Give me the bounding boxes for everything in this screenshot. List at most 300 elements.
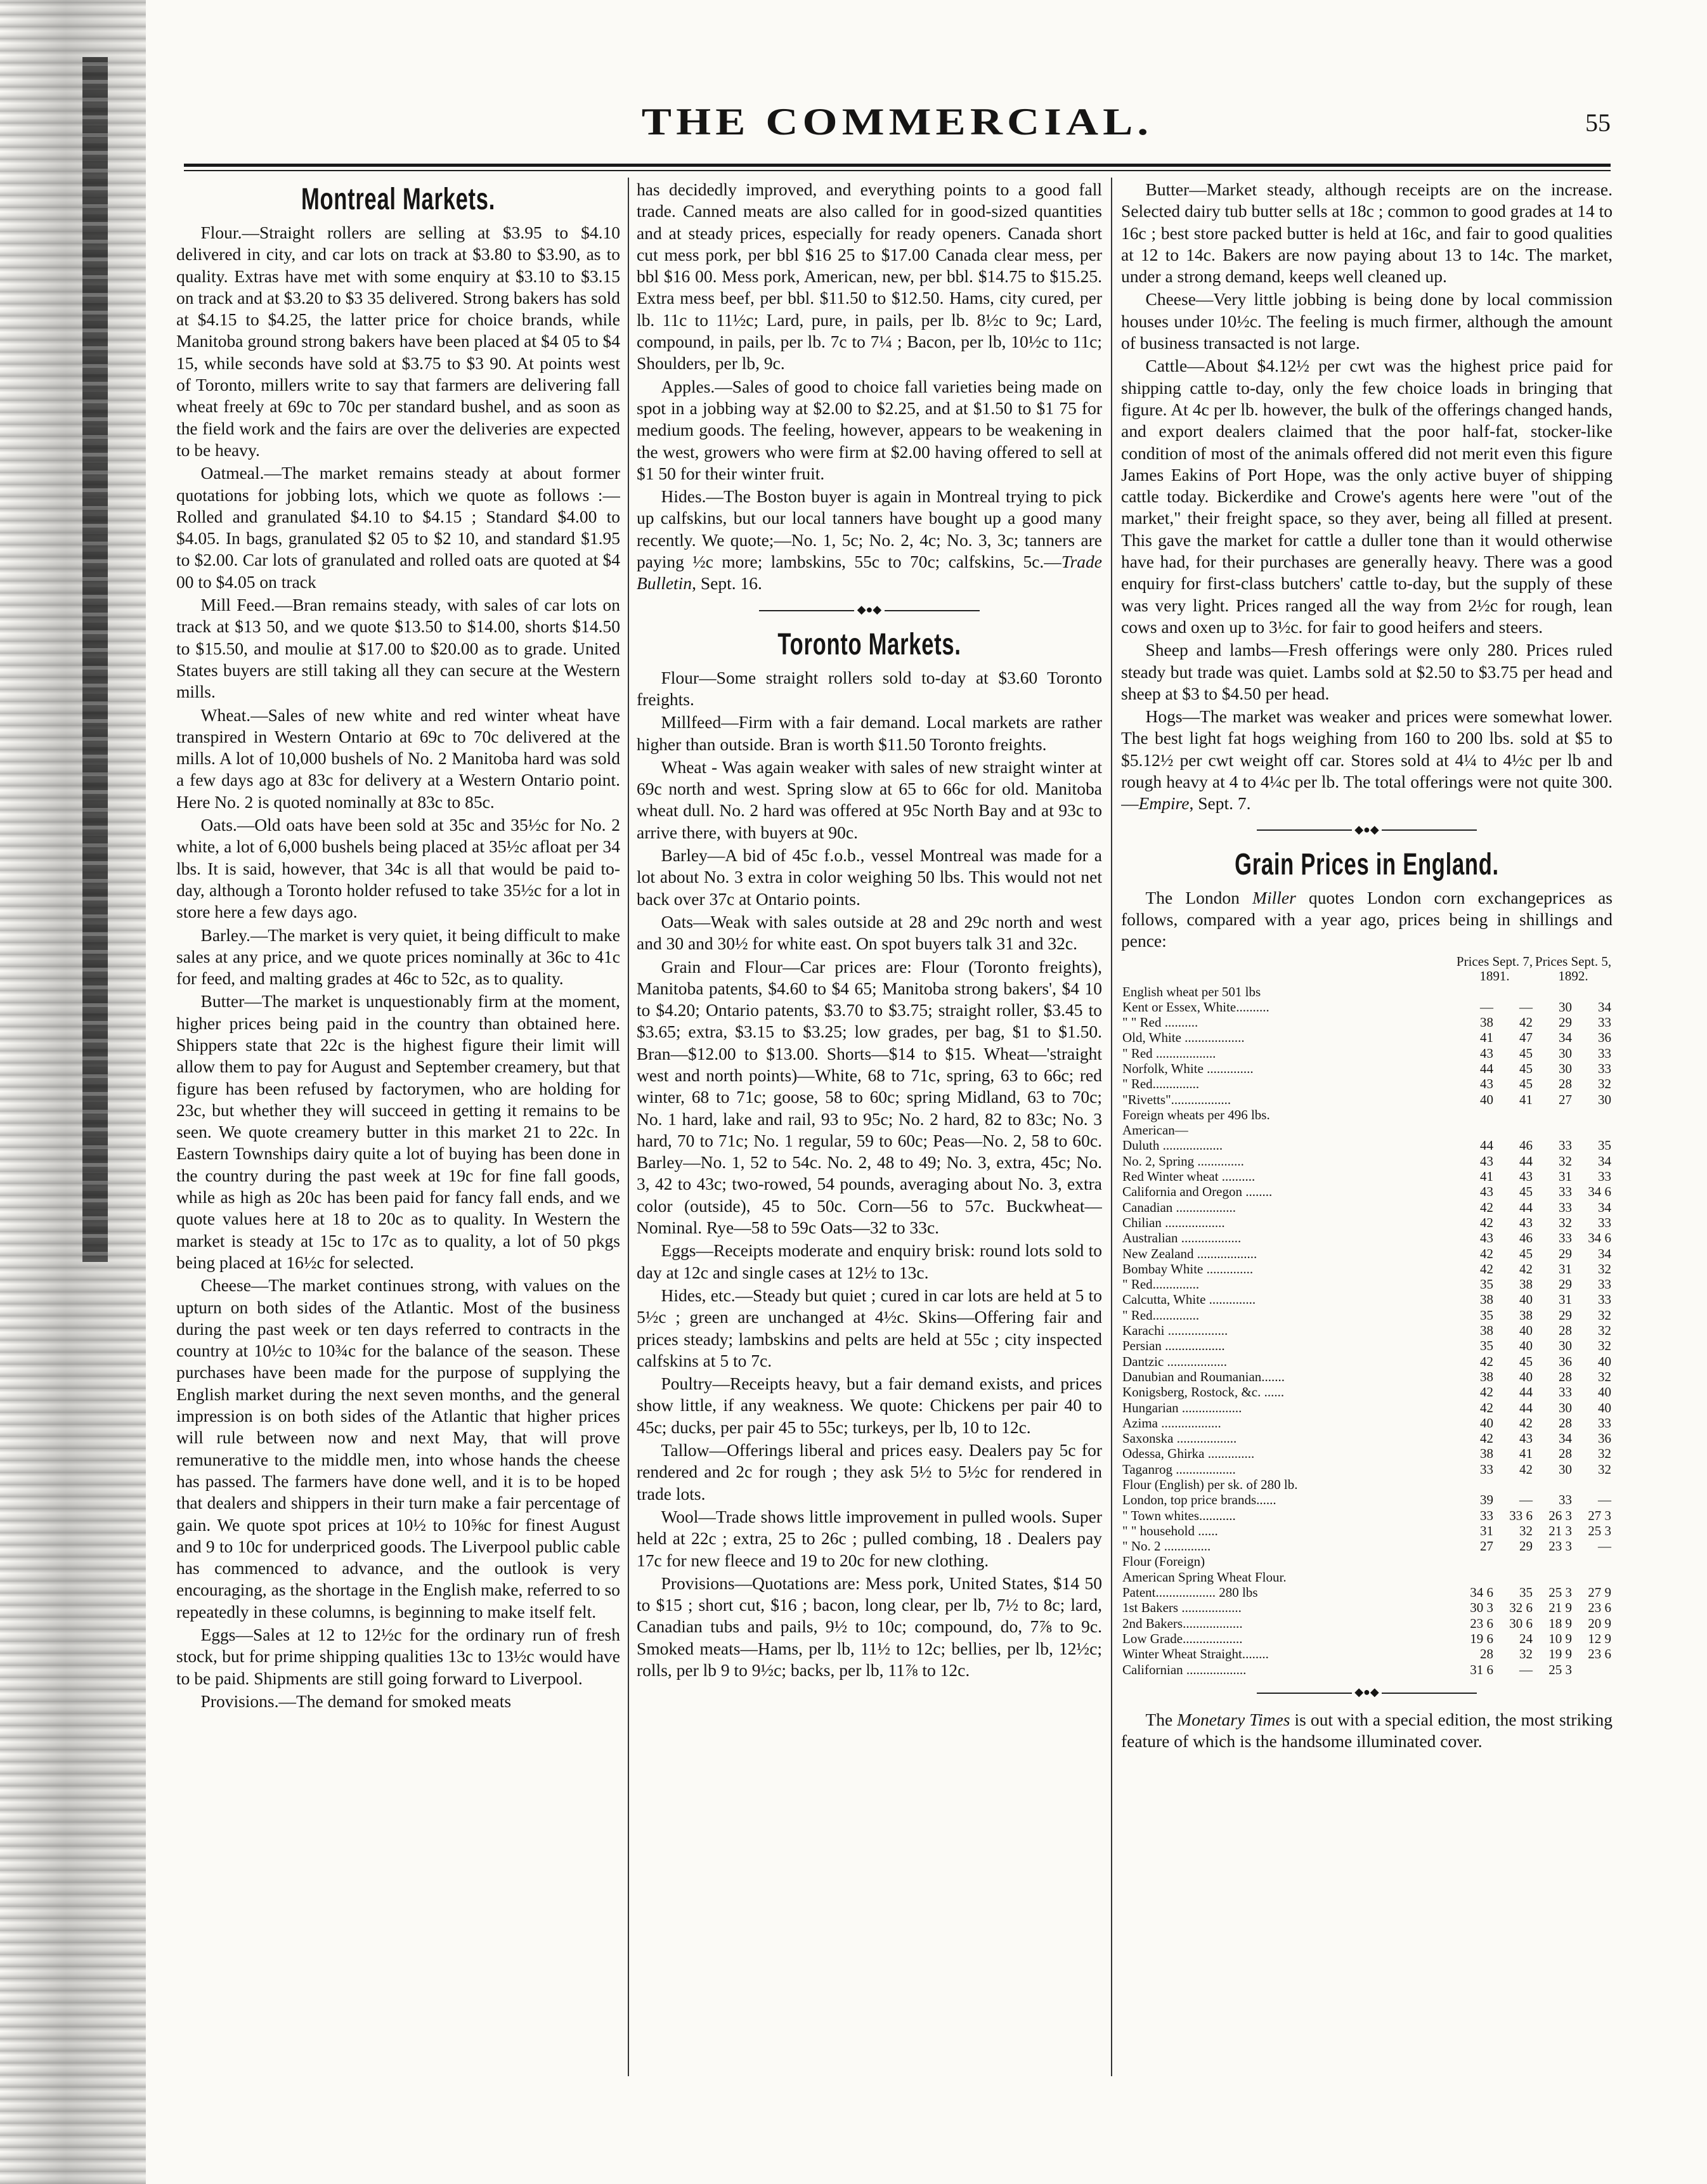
article-paragraph <box>637 1573 1102 1681</box>
price-cell <box>1495 1570 1534 1585</box>
price-cell: 32 6 <box>1509 1600 1533 1616</box>
price-cell: 28 <box>1559 1368 1572 1384</box>
citation-date: , Sept. 16. <box>692 573 762 594</box>
paragraph-text: Wheat.—Sales of new white and red winter wheat have transpired in Western Ontario at 69c to 70c delivered at the mills. A lot of 10,000 bushels of No. 2 Manitoba hard was sold a few days ago at 83c for delivery at a Western Ontario point. Here No. 2 is quoted nominally at 83c to 85c. <box>176 705 620 812</box>
price-cell: 21 9 <box>1548 1600 1572 1616</box>
price-cell: 33 <box>1559 1384 1572 1400</box>
price-cell: 30 <box>1559 1045 1572 1061</box>
price-cell: 19 6 <box>1470 1630 1493 1646</box>
price-cell: 33 <box>1598 1292 1611 1308</box>
price-cell: 35 <box>1480 1307 1493 1323</box>
price-cell: 29 <box>1559 1277 1572 1292</box>
price-cell: 42 <box>1519 1261 1533 1277</box>
price-cell <box>1455 984 1495 999</box>
article-paragraph <box>1121 706 1613 814</box>
price-cell <box>1573 1477 1613 1492</box>
citation-date: , Sept. 7. <box>1189 793 1251 814</box>
price-cell <box>1534 1122 1573 1138</box>
paragraph-text: Cattle—About $4.12½ per cwt was the highest price paid for shipping cattle to-day, only the few choice loads in bringing that figure. At 4c per lb. however, the bulk of the offerings changed hands, and export dealers claimed that the poor half-fat, stocker-like condition of most of the animals offered did not merit even this figure James Eakins of Port Hope, was the only active buyer of shipping cattle today. Bickerdike and Crowe's agents here were "out of the market," their freight space, so they aver, being all filled at present. This gave the market for cattle a duller tone than it would otherwise have had, for their purchases are generally heavy. There was a good enquiry for first-class butchers' cattle to-day, but the supply of these was very light. Prices ranged all the way from 2½c for rough, lean cows and oxen up to 3½c. for fair to good heifers and steers. <box>1121 356 1613 637</box>
publication-name: Miller <box>1252 887 1296 907</box>
price-cell: 38 <box>1480 1446 1493 1462</box>
price-row <box>1121 1523 1613 1538</box>
price-cell: 33 <box>1559 1184 1572 1200</box>
price-cell: 42 <box>1480 1353 1493 1369</box>
row-label: Calcutta, White .............. <box>1122 1292 1256 1308</box>
price-cell: 24 <box>1519 1630 1533 1646</box>
article-paragraph <box>637 757 1102 843</box>
price-cell: 33 <box>1598 1277 1611 1292</box>
article-paragraph <box>637 712 1102 755</box>
row-label: California and Oregon ........ <box>1122 1184 1273 1200</box>
price-cell: 33 <box>1598 1015 1611 1030</box>
section-separator: ◆●◆ <box>1121 821 1613 838</box>
column-3 <box>1121 179 1613 2083</box>
price-cell: 38 <box>1519 1307 1533 1323</box>
price-cell: 32 <box>1598 1368 1611 1384</box>
paragraph-text: Hogs—The market was weaker and prices were somewhat lower. The best light fat hogs weighing from 160 to 200 lbs. sold at $5 to $5.12½ per cwt weight off car. Stores sold at 4¼ to 4½c per lb and rough heavy at 4 to 4¼c per lb. The total offerings were not quite 300.— <box>1121 706 1613 814</box>
article-paragraph <box>1121 289 1613 354</box>
price-cell: 40 <box>1519 1368 1533 1384</box>
row-label: Canadian .................. <box>1122 1199 1236 1215</box>
row-label: " " household ...... <box>1122 1523 1218 1538</box>
header-1891: Prices Sept. 7, 1891. <box>1456 953 1533 984</box>
price-cell: 19 9 <box>1548 1646 1572 1662</box>
price-cell: 38 <box>1480 1292 1493 1308</box>
price-cell: 41 <box>1480 1169 1493 1185</box>
price-cell: 27 9 <box>1588 1585 1611 1601</box>
section-separator: ◆●◆ <box>1121 1684 1613 1700</box>
column-divider <box>1111 178 1112 2076</box>
price-cell: 31 <box>1559 1169 1572 1185</box>
row-label: " Red.............. <box>1122 1076 1200 1092</box>
article-paragraph <box>637 179 1102 375</box>
price-cell: 31 <box>1480 1523 1493 1538</box>
article-paragraph <box>1121 355 1613 638</box>
row-label: Odessa, Ghirka .............. <box>1122 1446 1255 1462</box>
column-1 <box>176 179 620 2083</box>
price-cell: 35 <box>1598 1138 1611 1154</box>
price-cell: 35 <box>1519 1585 1533 1601</box>
scanned-page-edge <box>0 0 146 2184</box>
price-cell: 44 <box>1519 1384 1533 1400</box>
price-cell <box>1495 984 1534 999</box>
price-cell: 43 <box>1480 1184 1493 1200</box>
price-cell: 23 6 <box>1588 1646 1611 1662</box>
row-label: English wheat per 501 lbs <box>1122 984 1261 999</box>
price-row <box>1121 1646 1613 1661</box>
price-cell: 41 <box>1480 1030 1493 1046</box>
price-cell: 42 <box>1519 1015 1533 1030</box>
price-cell: 44 <box>1519 1153 1533 1169</box>
price-row <box>1121 1200 1613 1215</box>
article-paragraph <box>176 222 620 461</box>
price-cell: 43 <box>1480 1230 1493 1246</box>
row-label: Red Winter wheat .......... <box>1122 1169 1256 1185</box>
price-cell: 42 <box>1519 1415 1533 1431</box>
price-row <box>1121 1076 1613 1091</box>
price-cell: 32 <box>1519 1523 1533 1538</box>
price-cell: 32 <box>1598 1446 1611 1462</box>
article-paragraph <box>637 667 1102 711</box>
price-row <box>1121 1600 1613 1615</box>
price-cell: 33 <box>1559 1199 1572 1215</box>
price-row <box>1121 1585 1613 1600</box>
price-cell <box>1573 1570 1613 1585</box>
price-cell: 20 9 <box>1588 1615 1611 1631</box>
article-paragraph <box>637 1506 1102 1571</box>
price-cell: 30 <box>1559 1461 1572 1477</box>
price-row <box>1121 1554 1613 1569</box>
price-cell <box>1573 1122 1613 1138</box>
row-label: Norfolk, White .............. <box>1122 1060 1254 1076</box>
paragraph-text: Provisions—Quotations are: Mess pork, United States, $14 50 to $15 ; short cut, $16 ; bacon, long clear, per lb, 7½ to 8c; lard, Canadian tubs and pails, 9½ to 10c; compound, do, 7⅞ to 9c. Smoked meats—Hams, per lb, 11½ to 12c; bellies, per lb, 12½c; rolls, per lb 9 to 9½c; backs, per lb, 11⅞ to 12c. <box>637 1573 1102 1680</box>
intro-text: The London <box>1145 887 1253 907</box>
price-cell: 33 <box>1598 1045 1611 1061</box>
price-cell: 34 <box>1598 1199 1611 1215</box>
price-cell: 44 <box>1480 1060 1493 1076</box>
price-cell: 34 <box>1559 1030 1572 1046</box>
price-cell: 25 3 <box>1588 1523 1611 1538</box>
paragraph-text: Grain and Flour—Car prices are: Flour (Toronto freights), Manitoba patents, $4.60 to $4 65; Manitoba strong bakers', $4 10 to $4.20; Ontario patents, $3.70 to $3.75; straight roller, $3.45 to $3.65; extra, $3.15 to $3.25; low grades, per bag, $1 to $1.50. Bran—$12.00 to $13.00. Shorts—$14 to $15. Wheat—'straight west and north points)—White, 68 to 71c, spring, 63 to 66c; red winter, 68 to 71c; goose, 58 to 60c; spring Midland, 63 to 70c; No. 1 hard, lake and rail, 93 to 95c; No. 2 hard, 82 to 83c; No. 3 hard, 70 to 71c; No. 1 regular, 59 to 60c; Peas—No. 2, 58 to 60c. Barley—No. 1, 52 to 54c. No. 2, 48 to 49; No. 3, extra, 45c; No. 3, 42 to 43c; two-rowed, 54 pounds, averaging about No. 3, extra color (outside), 45 to 50c. Corn—56 to 57c. Buckwheat—Nominal. Rye—58 to 59c Oats—32 to 33c. <box>637 956 1102 1238</box>
intro-text: quotes London corn exchangeprices as follows, compared with a year ago, prices being in shillings and pence: <box>1121 887 1613 951</box>
row-label: Bombay White .............. <box>1122 1261 1254 1277</box>
article-paragraph <box>637 1240 1102 1284</box>
price-cell <box>1573 1662 1613 1677</box>
price-cell <box>1455 1477 1495 1492</box>
row-label: " " Red .......... <box>1122 1015 1198 1030</box>
price-cell: 44 <box>1519 1400 1533 1415</box>
price-cell: 34 <box>1598 999 1611 1015</box>
price-row <box>1121 1354 1613 1369</box>
price-cell: 34 6 <box>1588 1184 1611 1200</box>
price-cell: 41 <box>1519 1091 1533 1107</box>
price-row <box>1121 1477 1613 1492</box>
price-cell <box>1455 1554 1495 1569</box>
price-cell: 33 <box>1480 1507 1493 1523</box>
paragraph-text: Cheese—Very little jobbing is being done by local commission houses under 10½c. The feeling is much firmer, although the amount of business transacted is not large. <box>1121 289 1613 353</box>
paragraph-text: Barley.—The market is very quiet, it being difficult to make sales at any price, and we quote prices nominally at 36c to 41c for feed, and malting grades at 46c to 52c, as to quality. <box>176 925 620 989</box>
row-label: Californian .................. <box>1122 1661 1247 1677</box>
paragraph-text: Hides.—The Boston buyer is again in Montreal trying to pick up calfskins, but our local tanners have bought up a good many recently. We quote;—No. 1, 5c; No. 2, 4c; No. 3, 3c; tanners are paying ½c more; lambskins, 55c to 70c; calfskins, 5c.— <box>637 486 1102 572</box>
price-cell: 33 <box>1598 1415 1611 1431</box>
paragraph-text: Flour—Some straight rollers sold to-day at $3.60 Toronto freights. <box>637 667 1102 709</box>
row-label: Patent.................. 280 lbs <box>1122 1585 1258 1601</box>
price-row <box>1121 1107 1613 1122</box>
price-cell <box>1455 1107 1495 1122</box>
price-row <box>1121 1508 1613 1523</box>
row-label: " Red.............. <box>1122 1307 1200 1323</box>
price-cell <box>1495 1554 1534 1569</box>
row-label: Flour (English) per sk. of 280 lb. <box>1122 1477 1298 1492</box>
price-cell <box>1534 1554 1573 1569</box>
price-row <box>1121 1138 1613 1153</box>
price-cell: 28 <box>1559 1446 1572 1462</box>
publication-name: Empire <box>1138 793 1190 814</box>
price-cell: 29 <box>1559 1015 1572 1030</box>
article-paragraph <box>637 1285 1102 1372</box>
price-cell: 32 <box>1559 1153 1572 1169</box>
price-cell: 12 9 <box>1588 1630 1611 1646</box>
price-row <box>1121 1384 1613 1400</box>
price-cell <box>1495 1477 1534 1492</box>
price-row <box>1121 1046 1613 1061</box>
price-cell: 28 <box>1559 1415 1572 1431</box>
price-cell: 44 <box>1480 1138 1493 1154</box>
paragraph-text: Butter—Market steady, although receipts are on the increase. Selected dairy tub butter sells at 18c ; common to good grades at 14 to 16c ; best store packed butter is held at 16c, and fair to good qualities at 12 to 14c. Bakers are now paying about 13 to 14c. The market, under a strong demand, keeps well cleaned up. <box>1121 179 1613 287</box>
row-label: Old, White .................. <box>1122 1030 1245 1046</box>
price-cell: 43 <box>1519 1214 1533 1230</box>
row-label: Taganrog .................. <box>1122 1461 1236 1477</box>
price-cell: 33 <box>1598 1169 1611 1185</box>
price-cell: 36 <box>1598 1030 1611 1046</box>
row-label: Azima .................. <box>1122 1415 1221 1431</box>
price-row <box>1121 1369 1613 1384</box>
table-intro <box>1121 887 1613 952</box>
row-label: Kent or Essex, White.......... <box>1122 999 1269 1015</box>
price-row <box>1121 1122 1613 1138</box>
article-paragraph <box>1121 179 1613 287</box>
paragraph-text: Provisions.—The demand for smoked meats <box>200 1691 512 1711</box>
price-cell <box>1534 1570 1573 1585</box>
price-cell: 34 <box>1598 1245 1611 1261</box>
price-cell: 30 <box>1559 999 1572 1015</box>
price-row <box>1121 1015 1613 1030</box>
row-label: Dantzic .................. <box>1122 1353 1228 1369</box>
price-cell: 33 <box>1598 1214 1611 1230</box>
article-paragraph <box>176 1275 620 1623</box>
price-row <box>1121 1154 1613 1169</box>
paragraph-text: Wool—Trade shows little improvement in pulled wools. Super held at 22c ; extra, 25 to 26c ; pulled combing, 18 . Dealers pay 17c for new fleece and 19 to 20c for new clothing. <box>637 1506 1102 1570</box>
paragraph-text: Poultry—Receipts heavy, but a fair demand exists, and prices show little, if any weakness. We quote: Chickens per pair 40 to 45c; ducks, per pair 45 to 55c; turkeys, per lb, 10 to 12c. <box>637 1374 1102 1437</box>
price-cell: 33 6 <box>1509 1507 1533 1523</box>
price-cell: 44 <box>1519 1199 1533 1215</box>
row-label: No. 2, Spring .............. <box>1122 1153 1244 1169</box>
price-row <box>1121 1230 1613 1245</box>
row-label: "Rivetts".................. <box>1122 1091 1231 1107</box>
price-cell: 40 <box>1598 1384 1611 1400</box>
article-paragraph <box>176 594 620 703</box>
paragraph-text: Barley—A bid of 45c f.o.b., vessel Montreal was made for a lot about No. 3 extra in color weighing 50 lbs. This would not net back over 37c at Ontario points. <box>637 845 1102 909</box>
section-heading: Toronto Markets. <box>777 627 961 661</box>
price-cell: 34 <box>1598 1153 1611 1169</box>
row-label: " No. 2 .............. <box>1122 1538 1211 1554</box>
price-cell: 28 <box>1480 1646 1493 1662</box>
price-cell: 42 <box>1480 1261 1493 1277</box>
article-paragraph <box>637 845 1102 910</box>
price-cell <box>1495 1107 1534 1122</box>
price-cell: 36 <box>1598 1431 1611 1446</box>
price-cell <box>1534 1107 1573 1122</box>
paragraph-text: Apples.—Sales of good to choice fall varieties being made on spot in a jobbing way at $2.00 to $2.25, and at $1.50 to $1 75 for medium goods. The feeling, however, appears to be weakening in the west, growers who were firm at $2.00 having offered to sell at $1 50 for their winter fruit. <box>637 376 1102 483</box>
price-cell <box>1455 1570 1495 1585</box>
paragraph-text: Butter—The market is unquestionably firm at the moment, higher prices being paid in the country than obtained here. Shippers state that 22c is the highest figure their limit will allow them to pay for August and September creamery, but that figure has been refused by factorymen, who are holding for 23c, but whether they will succeed in getting it remains to be seen. We quote creamery butter in this market 21 to 22c. In Eastern Townships dairy quite a lot of buying has been done in the country during the past week at 19c for fine fall goods, while as high as 20c has been paid for fancy fall ends, and we quote values here at 18 to 20c as to quality. In Western the market is steady at 15c to 17c as to quality, a lot of 50 pkgs being placed at 16½c for selected. <box>176 991 620 1272</box>
price-cell: 25 3 <box>1548 1585 1572 1601</box>
row-label: Hungarian .................. <box>1122 1400 1242 1415</box>
price-cell: 26 3 <box>1548 1507 1572 1523</box>
section-separator: ◆●◆ <box>637 601 1102 618</box>
price-cell: 42 <box>1480 1245 1493 1261</box>
price-row <box>1121 1323 1613 1338</box>
price-row <box>1121 1030 1613 1045</box>
price-cell: 40 <box>1480 1415 1493 1431</box>
article-paragraph <box>637 486 1102 594</box>
price-row <box>1121 1415 1613 1431</box>
paragraph-text: Eggs—Receipts moderate and enquiry brisk: round lots sold to day at 12c and single cases at 12½ to 13c. <box>637 1240 1102 1282</box>
row-label: Duluth .................. <box>1122 1138 1223 1154</box>
price-row <box>1121 1462 1613 1477</box>
paragraph-text: has decidedly improved, and everything points to a good fall trade. Canned meats are also called for in good-sized quantities and at steady prices, especially for ready openers. Canada short cut mess pork, per bbl $16 25 to $17.00 Canada clear mess, per bbl $16 00. Mess pork, American, new, per bbl. $14.75 to $15.25. Extra mess beef, per bbl. $11.50 to $12.50. Hams, city cured, per lb. 11c to 11½c; Lard, pure, in pails, per lb. 8½c to 9c; Lard, compound, in pails, per lb. 7c to 7¼ ; Bacon, per lb, 10½c to 11c; Shoulders, per lb, 9c. <box>637 179 1102 374</box>
price-cell <box>1534 984 1573 999</box>
price-row <box>1121 1662 1613 1677</box>
article-paragraph <box>637 1373 1102 1438</box>
price-row <box>1121 1631 1613 1646</box>
row-label: 1st Bakers .................. <box>1122 1600 1242 1616</box>
article-paragraph <box>176 705 620 813</box>
page-number: 55 <box>1585 108 1611 137</box>
price-cell: — <box>1480 999 1493 1015</box>
row-label: London, top price brands...... <box>1122 1492 1276 1508</box>
masthead <box>184 89 1611 159</box>
price-cell: 38 <box>1480 1323 1493 1339</box>
price-cell: 23 6 <box>1470 1615 1493 1631</box>
price-cell: 43 <box>1480 1045 1493 1061</box>
citation-date: is out with a special edition, the most striking feature of which is the handsome illuminated cover. <box>1121 1709 1613 1752</box>
price-row <box>1121 1338 1613 1353</box>
row-label: Flour (Foreign) <box>1122 1554 1205 1570</box>
row-label: American— <box>1122 1122 1188 1138</box>
row-label: Persian .................. <box>1122 1338 1225 1354</box>
price-cell: 45 <box>1519 1045 1533 1061</box>
price-row <box>1121 1446 1613 1461</box>
price-cell: 45 <box>1519 1184 1533 1200</box>
article-paragraph <box>176 462 620 593</box>
price-cell: 41 <box>1519 1446 1533 1462</box>
price-row <box>1121 1538 1613 1554</box>
section-heading: Montreal Markets. <box>301 183 496 216</box>
price-cell: 38 <box>1480 1015 1493 1030</box>
price-cell <box>1573 1107 1613 1122</box>
price-cell: 45 <box>1519 1245 1533 1261</box>
paragraph-text: Flour.—Straight rollers are selling at $3.95 to $4.10 delivered in city, and car lots on track at $3.80 to $3.90, as to quality. Extras have met with some enquiry at $3.10 to $3.15 on track and at $3.20 to $3 35 delivered. Strong bakers has sold at $4.15 to $4.25, the latter price for choice brands, while Manitoba ground strong bakers have been placed at $4 05 to $4 15, while seconds have sold at $3.75 to $3 90. At points west of Toronto, millers write to say that farmers are delivering fall wheat freely at 69c to 70c per standard bushel, and as soon as the field work and the fairs are over the deliveries are expected to be heavy. <box>176 223 620 460</box>
price-cell: 27 <box>1559 1091 1572 1107</box>
price-row <box>1121 1092 1613 1107</box>
article-paragraph <box>1121 1709 1613 1753</box>
article-paragraph <box>176 925 620 990</box>
price-cell: 43 <box>1519 1431 1533 1446</box>
price-cell: 43 <box>1519 1169 1533 1185</box>
price-cell: 45 <box>1519 1076 1533 1092</box>
price-row <box>1121 1184 1613 1199</box>
price-cell: 42 <box>1480 1431 1493 1446</box>
paragraph-text: Cheese—The market continues strong, with values on the upturn on both sides of the Atlantic. Most of the business during the past week or ten days referred to contracts in the country at 10½c to 10¾c for the balance of the season. These purchases have been made for the purpose of supplying the English market during the next seven months, and the general impression is on both sides of the Atlantic that higher prices will rule between now and next May, that will prove remunerative to the middle men, into whose hands the cheese has passed. The farmers have done well, and it is to be hoped that dealers and shippers in their turn make a fair percentage of gain. We quote spot prices at 10½ to 10⅝c for finest August and 9 to 10c for underpriced goods. The Liverpool public cable has commenced to advance, and the outlook is very encouraging, as the shortage in the English make, referred to so repeatedly in these columns, is beginning to make itself felt. <box>176 1275 620 1622</box>
price-cell: 33 <box>1598 1060 1611 1076</box>
price-cell: 31 <box>1559 1261 1572 1277</box>
row-label: American Spring Wheat Flour. <box>1122 1569 1287 1585</box>
price-cell: 30 <box>1559 1400 1572 1415</box>
price-row <box>1121 1169 1613 1184</box>
price-cell: 38 <box>1480 1368 1493 1384</box>
price-cell: 34 <box>1559 1431 1572 1446</box>
row-label: Saxonska .................. <box>1122 1431 1237 1446</box>
price-cell: 29 <box>1519 1538 1533 1554</box>
price-cell: 32 <box>1598 1076 1611 1092</box>
row-label: Low Grade.................. <box>1122 1630 1243 1646</box>
price-row <box>1121 1061 1613 1076</box>
price-cell: 42 <box>1480 1384 1493 1400</box>
price-cell: 42 <box>1519 1461 1533 1477</box>
price-cell: 33 <box>1559 1230 1572 1246</box>
price-cell: 21 3 <box>1548 1523 1572 1538</box>
price-cell: — <box>1598 1538 1611 1554</box>
paragraph-text: Oatmeal.—The market remains steady at about former quotations for jobbing lots, which we quote as follows :—Rolled and granulated $4.10 to $4.15 ; Standard $4.00 to $4.05. In bags, granulated $2 05 to $2 10, and standard $1.95 to $2.00. Car lots of granulated and rolled oats are quoted at $4 00 to $4.05 on track <box>176 463 620 592</box>
row-label: Danubian and Roumanian....... <box>1122 1368 1285 1384</box>
price-row <box>1121 1492 1613 1507</box>
price-cell: 46 <box>1519 1138 1533 1154</box>
row-label: New Zealand .................. <box>1122 1245 1257 1261</box>
price-row <box>1121 1570 1613 1585</box>
price-cell: 30 6 <box>1509 1615 1533 1631</box>
price-cell: 28 <box>1559 1076 1572 1092</box>
price-cell: 46 <box>1519 1230 1533 1246</box>
publication-name: Monetary Times <box>1177 1709 1290 1729</box>
price-cell: 40 <box>1598 1400 1611 1415</box>
price-cell: 31 6 <box>1470 1661 1493 1677</box>
header-blank <box>1121 954 1455 984</box>
article-paragraph <box>637 956 1102 1239</box>
row-label: Australian .................. <box>1122 1230 1242 1246</box>
price-cell <box>1573 1554 1613 1569</box>
price-cell: 43 <box>1480 1153 1493 1169</box>
article-paragraph <box>637 911 1102 955</box>
price-cell <box>1573 984 1613 999</box>
price-cell: 33 <box>1559 1138 1572 1154</box>
price-cell: 32 <box>1598 1323 1611 1339</box>
newspaper-title: THE COMMERCIAL. <box>641 101 1153 143</box>
price-cell: 38 <box>1519 1277 1533 1292</box>
price-row <box>1121 1246 1613 1261</box>
masthead-rule-thin <box>184 170 1611 171</box>
price-cell: 23 3 <box>1548 1538 1572 1554</box>
price-cell: — <box>1519 1492 1533 1508</box>
price-cell: — <box>1519 1661 1533 1677</box>
price-cell: 30 <box>1559 1338 1572 1354</box>
price-cell: 32 <box>1559 1214 1572 1230</box>
price-cell: 42 <box>1480 1199 1493 1215</box>
row-label: " Town whites........... <box>1122 1507 1236 1523</box>
price-cell <box>1495 1122 1534 1138</box>
price-cell: 25 3 <box>1548 1661 1572 1677</box>
price-cell: 18 9 <box>1548 1615 1572 1631</box>
paragraph-text: Hides, etc.—Steady but quiet ; cured in car lots are held at 5 to 5½c ; green are unchanged at 4½c. Skins—Offering fair and prices steady; lambskins and pelts are held at 55c ; city inspected calfskins at 5 to 7c. <box>637 1285 1102 1370</box>
paragraph-text: Tallow—Offerings liberal and prices easy. Dealers pay 5c for rendered and 2c for rough ; they ask 5½ to 5½c for rendered in trade lots. <box>637 1440 1102 1504</box>
column-2 <box>637 179 1102 2083</box>
price-cell: 10 9 <box>1548 1630 1572 1646</box>
price-row <box>1121 1616 1613 1631</box>
price-cell: 45 <box>1519 1060 1533 1076</box>
price-cell: 27 <box>1480 1538 1493 1554</box>
grain-price-table <box>1121 954 1613 1677</box>
price-row <box>1121 1215 1613 1230</box>
paragraph-text: Wheat - Was again weaker with sales of new straight winter at 69c north and west. Spring slow at 65 to 66c for old. Manitoba wheat dull. No. 2 hard was offered at 95c North Bay and at 93c to arrive there, with buyers at 90c. <box>637 757 1102 842</box>
price-cell: — <box>1598 1492 1611 1508</box>
price-cell: 40 <box>1598 1353 1611 1369</box>
price-cell <box>1534 1477 1573 1492</box>
row-label: Foreign wheats per 496 lbs. <box>1122 1107 1270 1122</box>
price-cell: 31 <box>1559 1292 1572 1308</box>
article-paragraph <box>176 1624 620 1689</box>
price-cell: 42 <box>1480 1400 1493 1415</box>
paragraph-text: Oats—Weak with sales outside at 28 and 29c north and west and 30 and 30½ for white east. On spot buyers talk 31 and 32c. <box>637 911 1102 954</box>
